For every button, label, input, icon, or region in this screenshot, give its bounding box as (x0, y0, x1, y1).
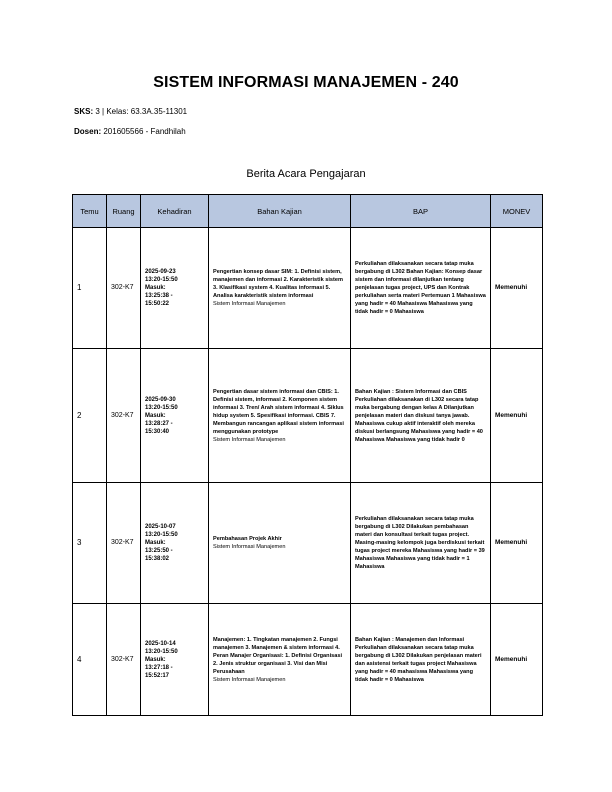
temu-cell: 4 (73, 604, 107, 716)
kehadiran-schedule: 13:20-15:50 (145, 404, 178, 411)
kehadiran-schedule: 13:20-15:50 (145, 277, 178, 283)
ruang-cell: 302-K7 (107, 349, 141, 483)
bap-cell: Bahan Kajian : Manajemen dan Informasi Perkuliahan dilaksanakan secara tatap muka bergabung di L302 Dilakukan penjelasan materi dan asistensi terkait tugas project Mahasiswa yang hadir = 40 mahasiswa Mahasiswa yang tidak hadir = 0 Mahasiswa (351, 604, 491, 716)
temu-cell: 2 (73, 349, 107, 483)
bahan-kajian-course: Sistem Informasi Manajemen (213, 544, 286, 550)
kehadiran-cell (141, 349, 209, 483)
table-row (73, 349, 543, 483)
kehadiran-schedule: 13:20-15:50 (145, 532, 178, 538)
dosen-value: 201605566 - Fandhilah (103, 127, 186, 136)
bap-cell: Bahan Kajian : Sistem Informasi dan CBIS Perkuliahan dilaksanakan di L302 secara tatap muka bergabung dengan kelas A Dilanjutkan penjelasan materi dan diskusi tanya jawab. Mahasiswa cukup aktif interaktif oleh mereka diskusi berlangsung Mahasiswa yang hadir = 40 Mahasiswa Mahasiswa yang tidak hadir 0 (351, 349, 491, 483)
dosen-label: Dosen: (74, 127, 102, 136)
kehadiran-start: 13:27:18 - (145, 664, 173, 671)
temu-cell: 3 (73, 483, 107, 604)
sks-value: 3 | Kelas: 63.3A.35-11301 (95, 107, 188, 116)
kehadiran-date: 2025-10-14 (145, 640, 176, 647)
bahan-kajian-text: Manajemen: 1. Tingkatan manajemen 2. Fungsi manajemen 3. Manajemen & sistem informasi 4. Peran Manajer Organisasi: 1. Definisi Organisasi 2. Jenis struktur organisasi 3. Visi dan Misi Perusahaan (213, 636, 343, 675)
table-row (73, 483, 543, 604)
column-header-kehadiran: Kehadiran (141, 195, 209, 228)
ruang-cell: 302-K7 (107, 483, 141, 604)
kehadiran-cell (141, 483, 209, 604)
bahan-kajian-course: Sistem Informasi Manajemen (213, 301, 286, 307)
kehadiran-date: 2025-10-07 (145, 524, 176, 530)
kehadiran-end: 15:38:02 (145, 556, 170, 562)
table-row (73, 604, 543, 716)
kehadiran-cell (141, 228, 209, 349)
kehadiran-cell (141, 604, 209, 716)
monev-cell: Memenuhi (491, 483, 543, 604)
monev-cell: Memenuhi (491, 349, 543, 483)
column-header-ruang: Ruang (107, 195, 141, 228)
column-header-monev: MONEV (491, 195, 543, 228)
kehadiran-date: 2025-09-30 (145, 396, 176, 403)
table-header-row (73, 195, 543, 228)
temu-cell: 1 (73, 228, 107, 349)
kehadiran-date: 2025-09-23 (145, 269, 176, 275)
bahan-kajian-cell (209, 349, 351, 483)
kehadiran-label: Masuk: (145, 656, 166, 663)
section-title: Berita Acara Pengajaran (246, 168, 366, 180)
kehadiran-label: Masuk: (145, 540, 166, 546)
ruang-cell: 302-K7 (107, 604, 141, 716)
monev-cell: Memenuhi (491, 604, 543, 716)
kehadiran-schedule: 13:20-15:50 (145, 648, 178, 655)
lecturer-info (74, 127, 186, 136)
bahan-kajian-course: Sistem Informasi Manajemen (213, 676, 286, 683)
bap-cell: Perkuliahan dilaksanakan secara tatap muka bergabung di L302 Bahan Kajian: Konsep dasar sistem dan informasi dilanjutkan tentang penjelasan tugas project, UPS dan Kontrak perkuliahan serta materi Pertemuan 1 Mahasiswa yang hadir = 40 Mahasiswa Mahasiswa yang tidak hadir = 0 Mahasiswa (351, 228, 491, 349)
bahan-kajian-text: Pengertian konsep dasar SIM: 1. Definisi sistem, manajemen dan informasi 2. Karakteristik sistem 3. Klasifikasi system 4. Kualitas informasi 5. Analisa karakteristik sistem informasi (213, 269, 343, 299)
bap-table (72, 194, 543, 716)
monev-cell: Memenuhi (491, 228, 543, 349)
bahan-kajian-cell (209, 604, 351, 716)
bap-cell: Perkuliahan dilaksanakan secara tatap muka bergabung di L302 Dilakukan pembahasan materi dan konsultasi terkait tugas project. Masing-masing kelompok juga berdiskusi terkait tugas project mereka Mahasiswa yang hadir = 39 Mahasiswa Mahasiswa yang tidak hadir = 1 Mahasiswa (351, 483, 491, 604)
kehadiran-start: 13:25:38 - (145, 293, 173, 299)
ruang-cell: 302-K7 (107, 228, 141, 349)
kehadiran-end: 15:30:40 (145, 428, 170, 435)
column-header-bap: BAP (351, 195, 491, 228)
class-info (74, 107, 187, 116)
bahan-kajian-text: Pengertian dasar sistem informasi dan CBIS: 1. Definisi sistem, informasi 2. Komponen sistem informasi 3. Tren/ Arah sistem informasi 4. Siklus hidup system 5. Spesifikasi informasi. CBIS 7. Membangun rancangan aplikasi sistem informasi menggunakan prototype (213, 388, 344, 435)
kehadiran-label: Masuk: (145, 285, 166, 291)
kehadiran-end: 15:52:17 (145, 672, 170, 679)
column-header-bahan-kajian: Bahan Kajian (209, 195, 351, 228)
bahan-kajian-course: Sistem Informasi Manajemen (213, 436, 286, 443)
kehadiran-start: 13:25:50 - (145, 548, 173, 554)
column-header-temu: Temu (73, 195, 107, 228)
page-title: SISTEM INFORMASI MANAJEMEN - 240 (153, 74, 459, 91)
sks-label: SKS: (74, 107, 94, 116)
bahan-kajian-cell (209, 228, 351, 349)
bahan-kajian-text: Pembahasan Projek Akhir (213, 536, 282, 542)
kehadiran-start: 13:28:27 - (145, 420, 173, 427)
kehadiran-end: 15:50:22 (145, 301, 170, 307)
bahan-kajian-cell (209, 483, 351, 604)
kehadiran-label: Masuk: (145, 412, 166, 419)
table-row (73, 228, 543, 349)
